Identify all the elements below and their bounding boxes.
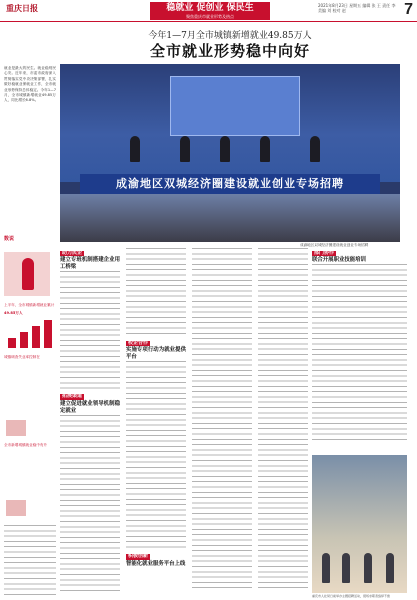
person	[342, 553, 350, 583]
newspaper-name: 重庆日报	[6, 3, 38, 13]
person	[386, 553, 394, 583]
section-tag-3: 校企合作	[128, 340, 149, 346]
graphic-caption-1: 上半年，全市城镇新增就业累计	[4, 303, 55, 307]
text-column-3	[192, 248, 252, 594]
section-title-4: 智能化就业服务平台上线	[126, 560, 186, 567]
stage-screen	[170, 76, 300, 136]
graphic-caption-3: 城镇调查失业率控制在	[4, 355, 40, 359]
graphic-caption-4: 全市新增城镇就业稳中有升	[4, 443, 48, 447]
text-column-1	[60, 248, 120, 594]
text-column-4	[258, 248, 308, 594]
bar-graphic	[4, 320, 52, 348]
section-tag-2: 拓展渠道	[62, 393, 83, 400]
page-number: 7	[404, 1, 413, 18]
graphic-caption-2: 49.85万人	[4, 311, 23, 315]
left-text-fill	[4, 525, 56, 595]
person-icon	[22, 258, 34, 290]
section-tag-5: 部门协作	[314, 250, 335, 256]
panelist	[260, 136, 270, 162]
masthead	[0, 0, 417, 22]
job-fair-photo	[312, 455, 407, 593]
audience	[60, 194, 400, 242]
panelist	[310, 136, 320, 162]
section-title-3: 实施专项行动为就业提供平台	[126, 347, 186, 361]
person	[322, 553, 330, 583]
person	[364, 553, 372, 583]
person-graphic	[4, 252, 50, 296]
bar	[44, 320, 52, 348]
event-photo	[60, 64, 400, 242]
panelist	[220, 136, 230, 162]
section-tag-1: 助力民企	[62, 250, 83, 256]
banner-subtitle: 聚焦重庆市就业形势及热点	[186, 14, 234, 19]
article-headline: 全市就业形势稳中向好	[149, 42, 310, 60]
section-title-2: 建立促进就业领导机制稳定就业	[60, 400, 120, 414]
section-tag-4: 积极创新	[128, 553, 149, 560]
bar	[32, 326, 40, 348]
date-line: 2021年8月23日 星期五 编辑 张 王 责任 李 美编 刘 校对 赵	[318, 3, 396, 13]
photo-caption: 成渝地区双城经济圈建设就业创业专场招聘	[300, 243, 369, 247]
text-column-2	[126, 248, 186, 594]
data-graphic	[4, 235, 56, 242]
job-fair-caption: 重庆市人社局日前举办主题招聘活动，现场求职者络绎不绝	[312, 594, 391, 598]
section-title-5: 联合开展职业技能培训	[312, 257, 366, 264]
bar	[8, 338, 16, 348]
house-icon	[6, 420, 26, 436]
article-kicker: 今年1—7月全市城镇新增就业49.85万人	[148, 31, 312, 41]
banner-title: 稳就业 促创业 保民生	[166, 3, 254, 13]
bar	[20, 332, 28, 348]
text-column-5	[312, 248, 407, 448]
section-banner	[150, 2, 270, 20]
handshake-icon	[6, 500, 26, 516]
graphic-title: 数说	[4, 236, 15, 242]
panelist	[130, 136, 140, 162]
photo-banner: 成渝地区双城经济圈建设就业创业专场招聘	[80, 174, 380, 194]
lead-paragraph: 就业是最大的民生。就业稳则民心安。近年来，市委市政府深入贯彻落实党中央决策部署，扎实做好稳就业保就业工作，全市就业形势保持总体稳定。今年1—7月，全市城镇新增就业49.85万人，同比增长6.8%。	[4, 66, 56, 103]
panelist	[180, 136, 190, 162]
section-title-1: 建立专班机制搭建企业用工桥梁	[60, 257, 120, 271]
